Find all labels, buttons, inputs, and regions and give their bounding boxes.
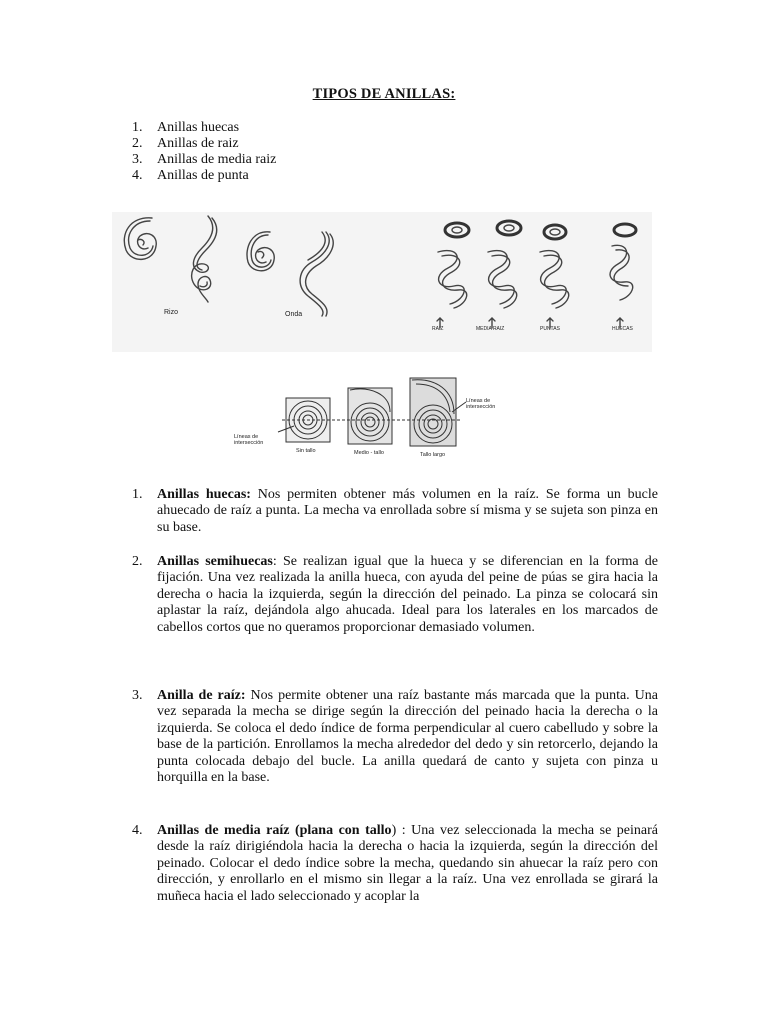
interseccion-label-right: intersección <box>466 404 496 410</box>
item-text: Nos permiten obtener más volumen en la raíz. Se forma un bucle ahuecado de raíz a punta. La mecha va enrollada sobre sí misma y se sujeta son pinza en su base. <box>157 487 658 535</box>
tallo-largo-label: Tallo largo <box>420 452 446 458</box>
huecas-label: HUECAS <box>612 326 633 332</box>
medio-tallo-label: Medio - tallo <box>354 450 384 456</box>
item-text: ) : Una vez seleccionada la mecha se peinará desde la raíz dirigiéndola hacia la derecha o hacia la izquierda, según la dirección del peinado. Colocar el dedo índice sobre la mecha, quedando sin ahuecar la raíz pero con dirección, y enrollarlo en el mismo sin llegar a la raíz. Una vez enrollada se girará la muñeca hacia el lado seleccionado y acoplar la <box>157 823 659 904</box>
list-item <box>132 120 276 136</box>
media-raiz-label: MEDIA RAIZ <box>476 326 505 332</box>
sin-tallo-label: Sin tallo <box>296 448 316 454</box>
list-item-label: Anillas huecas <box>157 120 240 135</box>
medio-tallo-curl-drawing <box>348 388 392 444</box>
list-item-label: Anillas de raiz <box>157 136 239 151</box>
list-number: 1. <box>132 487 143 502</box>
list-number: 2. <box>132 554 143 569</box>
interseccion-label-left: intersección <box>234 440 264 446</box>
list-item <box>132 688 658 786</box>
page-title: TIPOS DE ANILLAS: <box>312 86 456 102</box>
pin-curl-stem-diagram <box>230 372 530 464</box>
list-item-label: Anillas de media raiz <box>157 152 277 167</box>
list-number: 4. <box>132 168 143 183</box>
list-number: 4. <box>132 823 143 838</box>
list-item <box>132 487 658 536</box>
item-text: : Se realizan igual que la hueca y se diferencian en la forma de fijación. Una vez realizada la anilla hueca, con ayuda del peine de púas se gira hacia la derecha o hacia la izquierda, según la dirección del peinado. La pinza se colocará sin aplastar la raíz, dejándola algo ahucada. Ideal para los laterales en los marcados de cabellos cortos que no queramos proporcionar demasiado volumen. <box>157 554 659 635</box>
list-item <box>132 554 658 636</box>
onda-label: Onda <box>285 311 303 318</box>
list-number: 3. <box>132 688 143 703</box>
curl-types-illustration <box>112 212 652 352</box>
puntas-label: PUNTAS <box>540 326 560 332</box>
list-number: 1. <box>132 120 143 135</box>
list-item-label: Anillas de punta <box>157 168 249 183</box>
list-item <box>132 168 276 184</box>
raiz-label: RAIZ <box>432 326 444 332</box>
lineas-label-left: Líneas de <box>234 434 259 440</box>
list-number: 2. <box>132 136 143 151</box>
item-heading: Anillas huecas: <box>157 487 251 502</box>
list-number: 3. <box>132 152 143 167</box>
item-text: Nos permite obtener una raíz bastante más marcada que la punta. Una vez separada la mecha se dirige según la dirección del peinado hacia la derecha o la izquierda. Se coloca el dedo índice de forma perpendicular al cuero cabelludo y sobre la base de la partición. Enrollamos la mecha alrededor del dedo y sin retorcerlo, dejando la punta colocada debajo del bucle. La anilla quedará de canto y sujeta con pinza u horquilla en la base. <box>157 688 658 786</box>
item-heading: Anillas de media raíz (plana con tallo <box>157 823 392 838</box>
item-heading: Anillas semihuecas <box>157 554 273 569</box>
lineas-label-right: Líneas de <box>466 398 491 404</box>
list-item <box>132 136 276 152</box>
rizo-label: Rizo <box>164 309 179 316</box>
list-item <box>132 823 658 905</box>
toc-list <box>132 120 276 184</box>
item-heading: Anilla de raíz: <box>157 688 246 703</box>
list-item <box>132 152 276 168</box>
tallo-largo-curl-drawing <box>410 378 456 446</box>
